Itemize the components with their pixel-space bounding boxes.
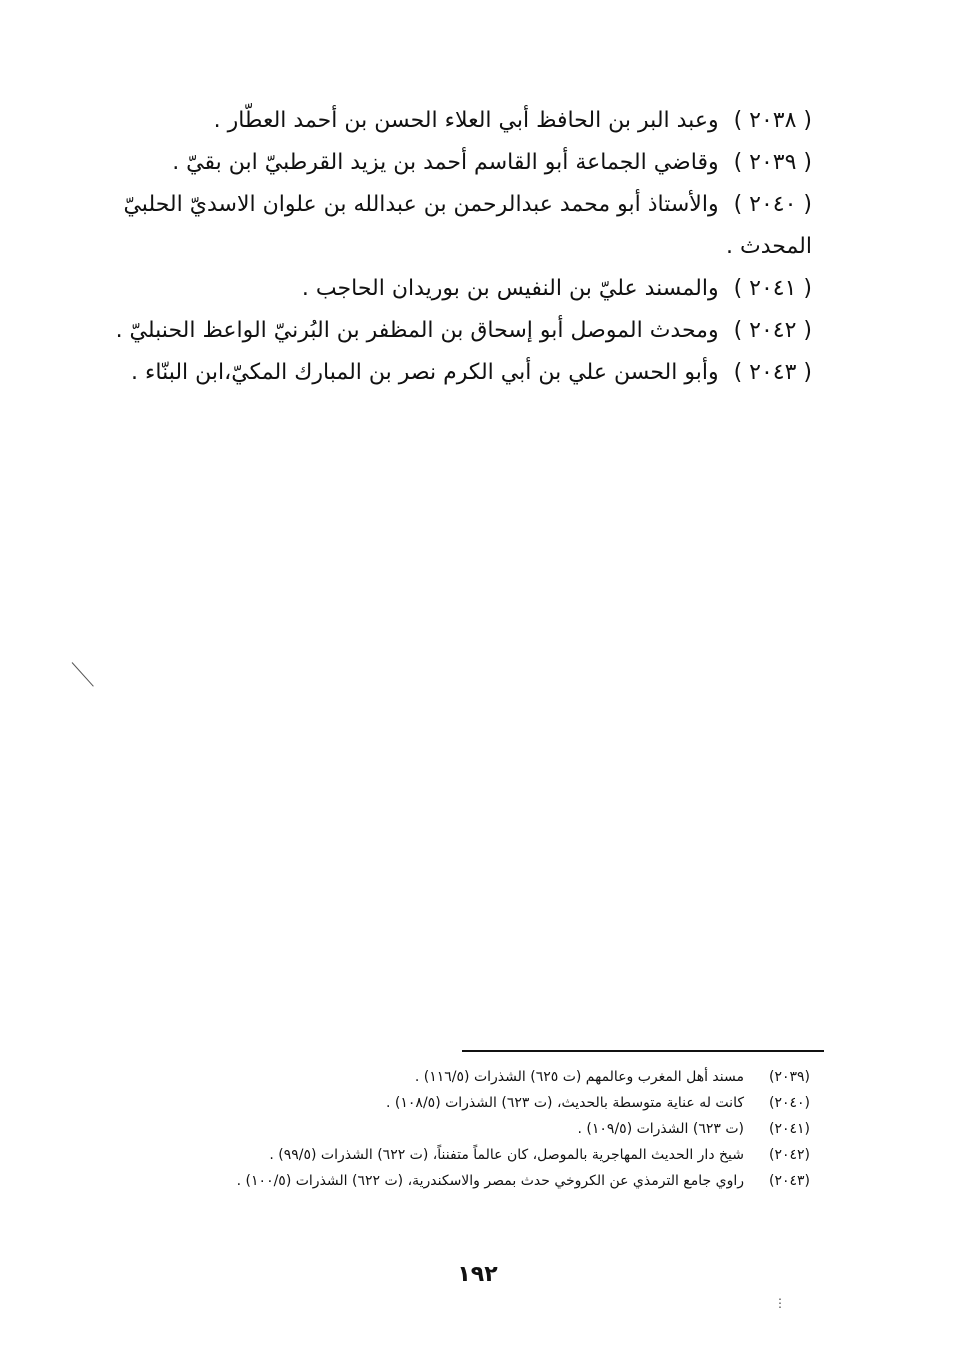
- entry-item: [100, 142, 812, 184]
- entry-item: [100, 352, 812, 394]
- entry-number: ( ٢٠٤٠ ): [733, 192, 812, 217]
- entry-number: ( ٢٠٣٨ ): [733, 108, 812, 133]
- footnote-text: شيخ دار الحديث المهاجرية بالموصل، كان عالماً متفنناً، (ت ٦٢٢) الشذرات (٩٩/٥) .: [269, 1147, 744, 1163]
- entry-text: وعبد البر بن الحافظ أبي العلاء الحسن بن أحمد العطّار .: [213, 108, 719, 133]
- footnote-list: [110, 1064, 810, 1194]
- entry-item: [100, 268, 812, 310]
- footnote-item: [110, 1116, 810, 1142]
- footnote-number: (٢٠٤٣): [768, 1173, 810, 1189]
- entry-text: ومحدث الموصل أبو إسحاق بن المظفر بن البُرنيّ الواعظ الحنبليّ .: [115, 318, 719, 343]
- footnote-item: [110, 1168, 810, 1194]
- entry-text: وأبو الحسن علي بن أبي الكرم نصر بن المبارك المكيّ،ابن البنّاء .: [131, 360, 719, 385]
- footnote-number: (٢٠٤٠): [768, 1095, 810, 1111]
- footnote-divider: [462, 1050, 824, 1052]
- footnote-text: مسند أهل المغرب وعالمهم (ت ٦٢٥) الشذرات (١١٦/٥) .: [414, 1069, 744, 1085]
- footnote-text: راوي جامع الترمذي عن الكروخي حدث بمصر والاسكندرية، (ت ٦٢٢) الشذرات (١٠٠/٥) .: [236, 1173, 744, 1189]
- entry-item: [100, 184, 812, 268]
- footnote-item: [110, 1142, 810, 1168]
- footnote-item: [110, 1064, 810, 1090]
- footnote-text: كانت له عناية متوسطة بالحديث، (ت ٦٢٣) الشذرات (١٠٨/٥) .: [386, 1095, 744, 1111]
- footnote-number: (٢٠٤٢): [768, 1147, 810, 1163]
- entry-number: ( ٢٠٤٣ ): [733, 360, 812, 385]
- entry-number: ( ٢٠٤١ ): [733, 276, 812, 301]
- entry-number: ( ٢٠٣٩ ): [733, 150, 812, 175]
- page-number: ١٩٢: [457, 1262, 498, 1287]
- entry-item: [100, 100, 812, 142]
- scan-mark: [72, 662, 94, 686]
- scan-dots: ⋮: [774, 1296, 786, 1310]
- footnote-item: [110, 1090, 810, 1116]
- entry-text: وقاضي الجماعة أبو القاسم أحمد بن يزيد القرطبيّ ابن بقيّ .: [172, 150, 719, 175]
- footnote-number: (٢٠٤١): [768, 1121, 810, 1137]
- entry-number: ( ٢٠٤٢ ): [733, 318, 812, 343]
- footnote-text: (ت ٦٢٣) الشذرات (١٠٩/٥) .: [577, 1121, 744, 1137]
- entry-item: [100, 310, 812, 352]
- entry-text: والأستاذ أبو محمد عبدالرحمن بن عبدالله بن علوان الاسديّ الحلبيّ المحدث .: [123, 192, 812, 259]
- entry-list: [100, 100, 812, 394]
- entry-text: والمسند عليّ بن النفيس بن بوريدان الحاجب .: [301, 276, 719, 301]
- footnote-number: (٢٠٣٩): [768, 1069, 810, 1085]
